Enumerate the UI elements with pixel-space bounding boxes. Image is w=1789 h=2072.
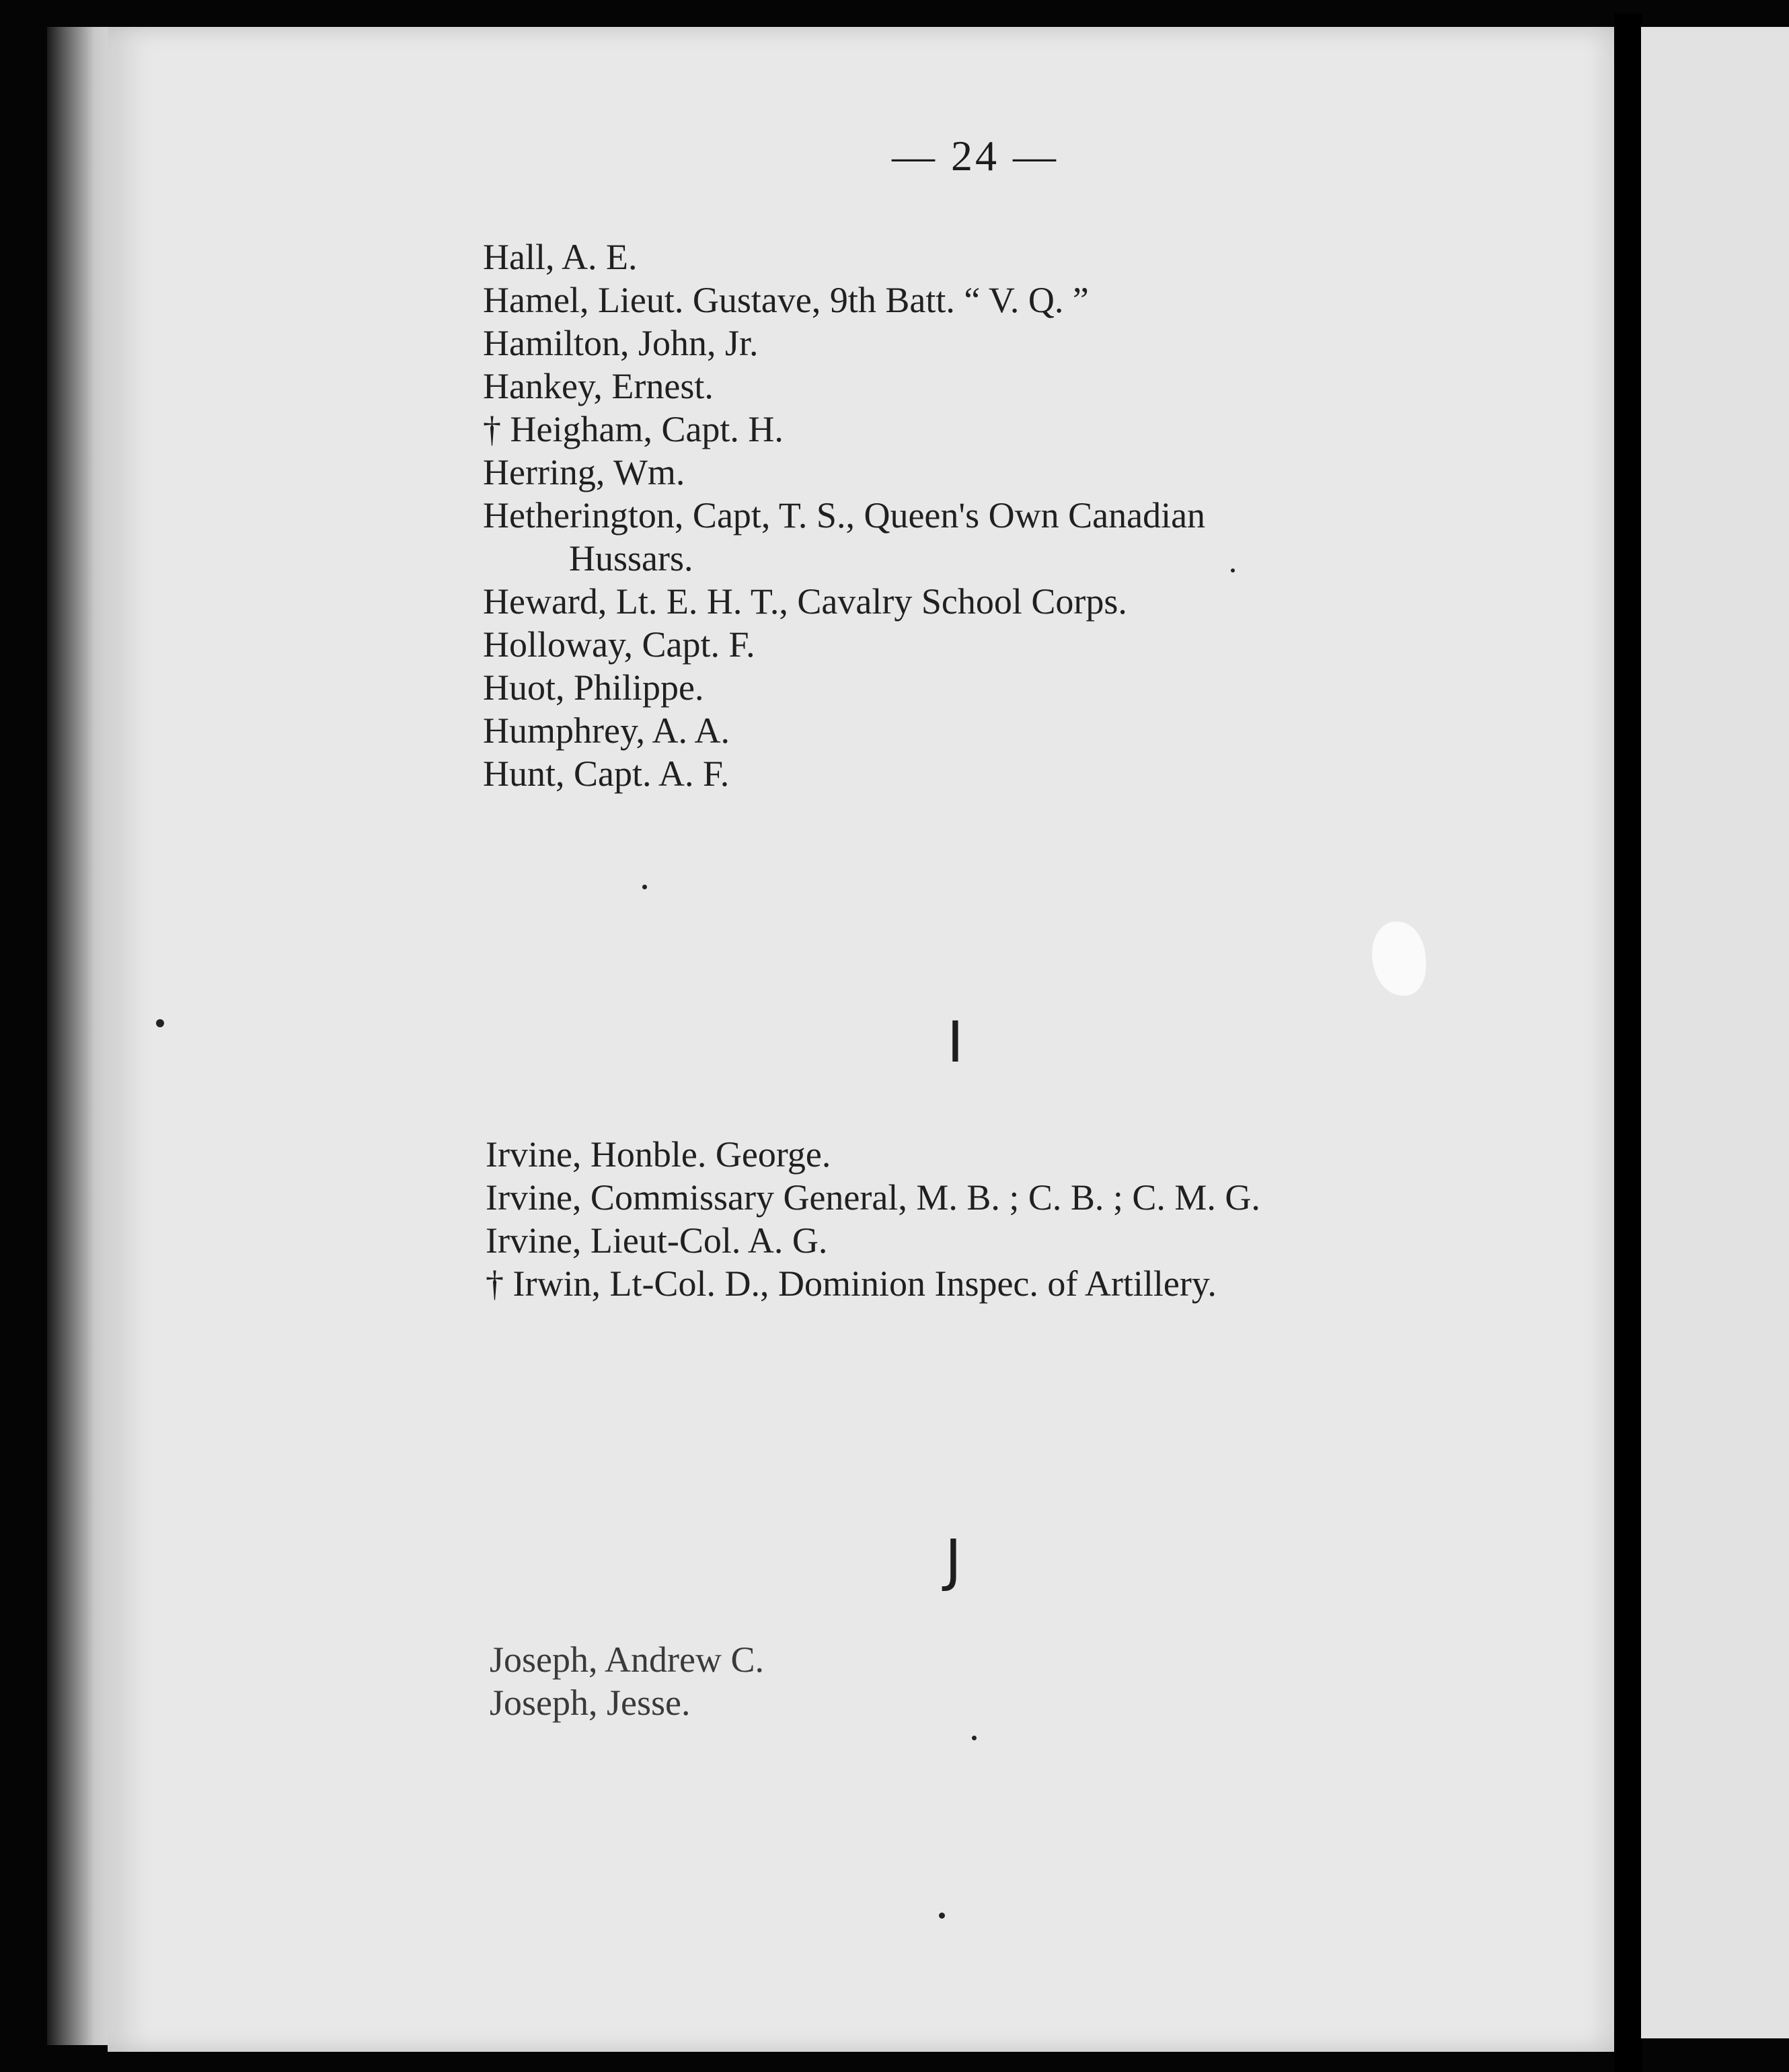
j-entries-list: [490, 1638, 764, 1724]
list-item: † Heigham, Capt. H.: [483, 409, 784, 449]
ink-speck: [972, 1736, 977, 1740]
list-item: Hamilton, John, Jr.: [483, 323, 759, 363]
list-item: Irvine, Honble. George.: [486, 1134, 831, 1175]
list-item: Joseph, Jesse.: [490, 1682, 691, 1723]
list-item: Herring, Wm.: [483, 452, 685, 492]
page-gutter: [1614, 13, 1642, 2072]
list-item-continuation: Hussars.: [569, 538, 693, 579]
list-item: Hall, A. E.: [483, 237, 638, 277]
list-item: Hunt, Capt. A. F.: [483, 753, 730, 794]
book-binding-edge: [47, 27, 114, 2045]
h-entries-list: [483, 235, 1205, 795]
list-item: Humphrey, A. A.: [483, 710, 730, 751]
ink-speck: [642, 885, 647, 889]
list-item: Huot, Philippe.: [483, 667, 704, 708]
list-item: † Irwin, Lt-Col. D., Dominion Inspec. of Artillery.: [486, 1263, 1217, 1304]
list-item: Joseph, Andrew C.: [490, 1639, 764, 1680]
section-letter-j: J: [945, 1527, 962, 1593]
list-item: Irvine, Commissary General, M. B. ; C. B. ; C. M. G.: [486, 1177, 1260, 1218]
ink-speck: [1231, 568, 1235, 572]
list-item: Heward, Lt. E. H. T., Cavalry School Corps.: [483, 581, 1127, 622]
list-item: Hankey, Ernest.: [483, 366, 714, 406]
list-item: Hetherington, Capt, T. S., Queen's Own Canadian: [483, 495, 1206, 535]
i-entries-list: [486, 1133, 1260, 1305]
facing-page-edge: [1641, 27, 1789, 2038]
page-number: — 24 —: [892, 132, 1059, 180]
section-letter-i: I: [947, 1009, 964, 1075]
list-item: Hamel, Lieut. Gustave, 9th Batt. “ V. Q. ”: [483, 280, 1089, 320]
list-item: Holloway, Capt. F.: [483, 624, 755, 665]
ink-speck: [156, 1019, 164, 1027]
list-item: Irvine, Lieut-Col. A. G.: [486, 1220, 828, 1261]
ink-speck: [939, 1913, 945, 1919]
